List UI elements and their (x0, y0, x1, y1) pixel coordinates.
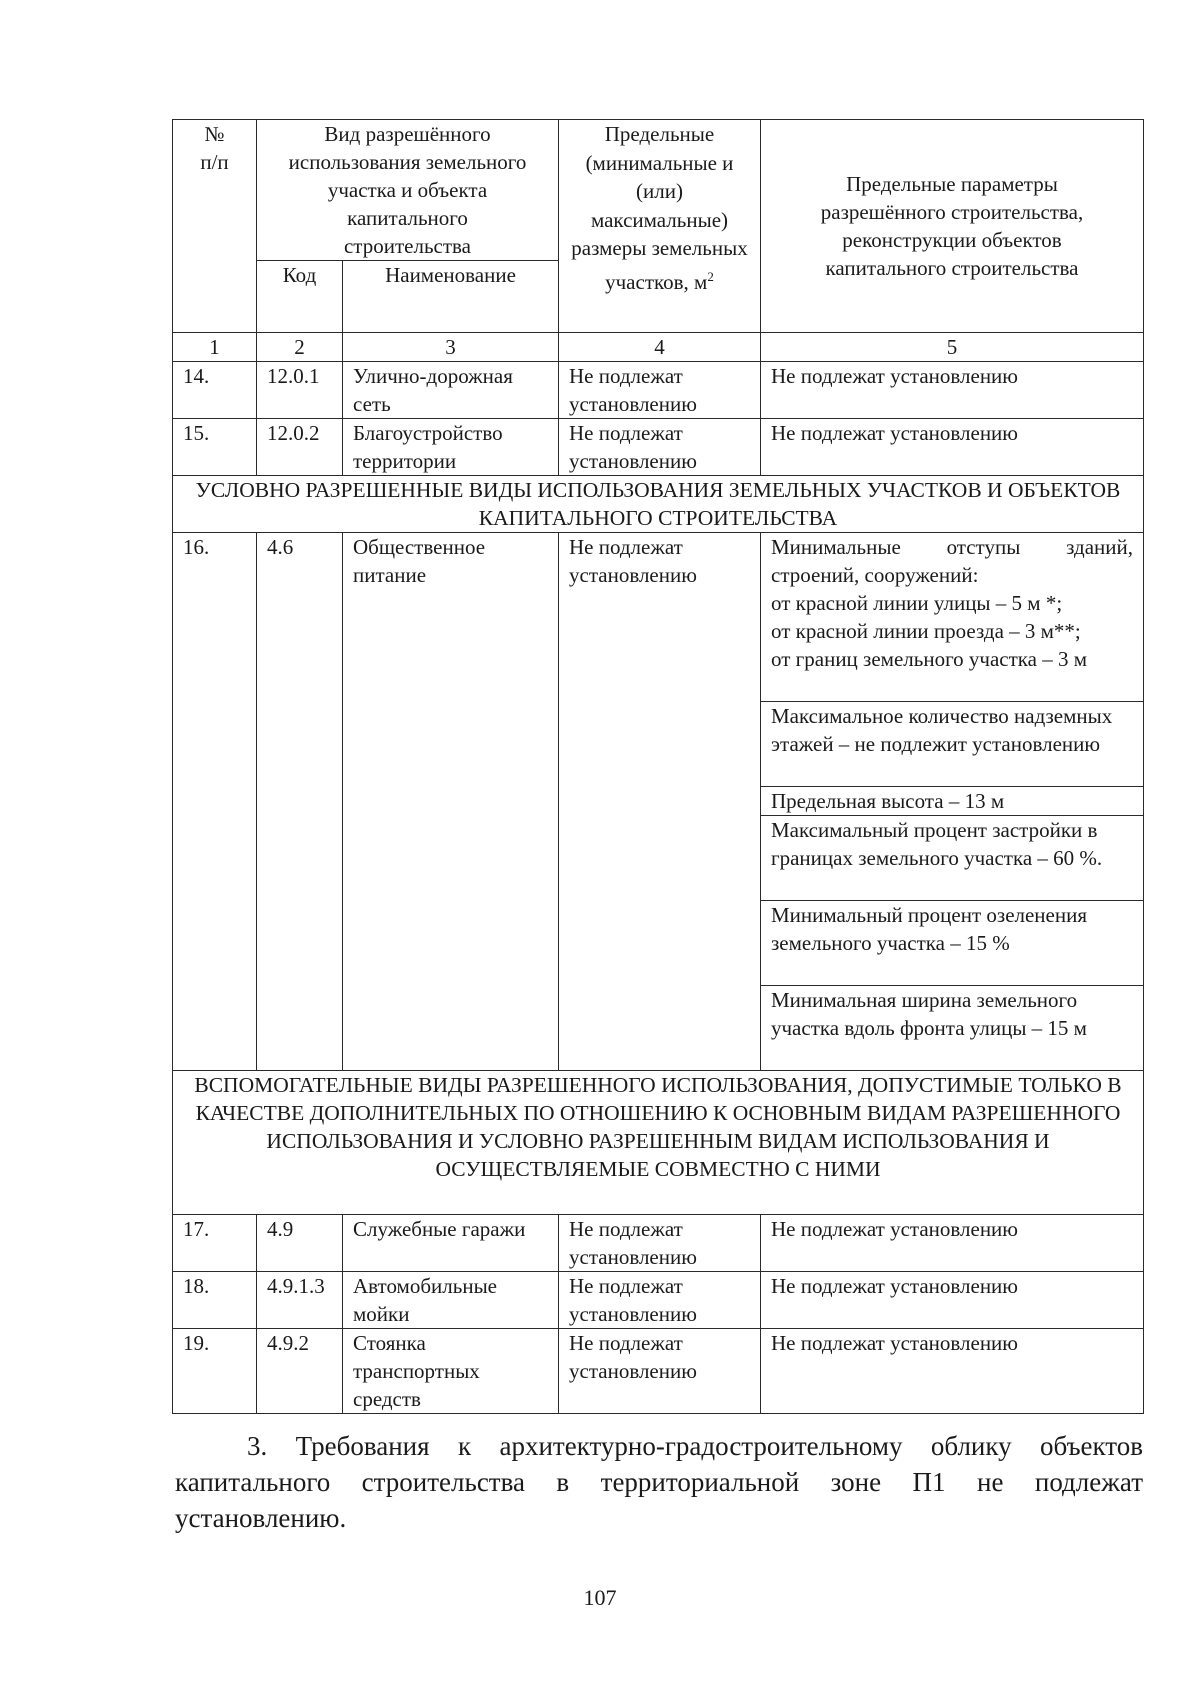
param-setbacks (761, 533, 1143, 702)
param-floors: Максимальное количество надземных этажей – не подлежит установлению (761, 702, 1143, 787)
row-code: 4.6 (257, 533, 343, 1071)
paragraph-text: 3. Требования к архитектурно-градостроительному облику объектов капитального строительства в территориальной зоне П1 не подлежат установлению. (175, 1431, 1143, 1533)
colnum: 1 (173, 333, 257, 362)
page-number: 107 (583, 1585, 617, 1610)
row-num: 17. (173, 1215, 257, 1272)
row-size: Не подлежат установлению (559, 533, 761, 1071)
row-code: 4.9.1.3 (257, 1272, 343, 1329)
colnum: 3 (343, 333, 559, 362)
zoning-table (172, 119, 1144, 1414)
header-sizes: Предельные (минимальные и (или) максимальные) размеры земельных участков, $м^2$ (559, 120, 761, 333)
row-num: 18. (173, 1272, 257, 1329)
param-text: от красной линии улицы – 5 м *; (771, 591, 1063, 615)
row-name: Стоянка транспортных средств (343, 1329, 559, 1414)
row-num: 15. (173, 419, 257, 476)
header-params: Предельные параметры разрешённого строительства, реконструкции объектов капитального строительства (761, 120, 1144, 333)
colnum: 4 (559, 333, 761, 362)
row-param: Не подлежат установлению (761, 1215, 1144, 1272)
row-name: Общественное питание (343, 533, 559, 1071)
param-text: строений, сооружений: (771, 563, 979, 587)
row-param: Не подлежат установлению (761, 419, 1144, 476)
header-code: Код (257, 261, 343, 333)
colnum: 2 (257, 333, 343, 362)
row-name: Благоустройство территории (343, 419, 559, 476)
row-name: Улично-дорожная сеть (343, 362, 559, 419)
row-size: Не подлежат установлению (559, 1215, 761, 1272)
row-size: Не подлежат установлению (559, 362, 761, 419)
param-text: Минимальные отступы зданий, (771, 535, 1133, 559)
row-size: Не подлежат установлению (559, 1329, 761, 1414)
row-param: Не подлежат установлению (761, 1272, 1144, 1329)
row-size: Не подлежат установлению (559, 1272, 761, 1329)
param-text: от границ земельного участка – 3 м (771, 647, 1088, 671)
row-param: Не подлежат установлению (761, 1329, 1144, 1414)
row-name: Служебные гаражи (343, 1215, 559, 1272)
table-row (173, 1215, 1144, 1272)
table-row (173, 362, 1144, 419)
colnum: 5 (761, 333, 1144, 362)
header-num: № п/п (173, 120, 257, 333)
param-greening: Минимальный процент озеленения земельного участка – 15 % (761, 901, 1143, 986)
body-paragraph (175, 1428, 1143, 1536)
row-params-list (761, 533, 1144, 1071)
section-heading-auxiliary (173, 1071, 1144, 1215)
table-row (173, 1272, 1144, 1329)
row-code: 4.9.2 (257, 1329, 343, 1414)
param-height: Предельная высота – 13 м (761, 787, 1143, 816)
param-coverage: Максимальный процент застройки в границах земельного участка – 60 %. (761, 816, 1143, 901)
row-name: Автомобильные мойки (343, 1272, 559, 1329)
section-title: ВСПОМОГАТЕЛЬНЫЕ ВИДЫ РАЗРЕШЕННОГО ИСПОЛЬЗОВАНИЯ, ДОПУСТИМЫЕ ТОЛЬКО В КАЧЕСТВЕ ДОПОЛНИТЕЛЬНЫХ ПО ОТНОШЕНИЮ К ОСНОВНЫМ ВИДАМ РАЗРЕШЕННОГО ИСПОЛЬЗОВАНИЯ И УСЛОВНО РАЗРЕШЕННЫМ ВИДАМ ИСПОЛЬЗОВАНИЯ И ОСУЩЕСТВЛЯЕМЫЕ СОВМЕСТНО С НИМИ (173, 1071, 1144, 1215)
row-param: Не подлежат установлению (761, 362, 1144, 419)
row-code: 12.0.2 (257, 419, 343, 476)
row-num: 14. (173, 362, 257, 419)
table-row (173, 1329, 1144, 1414)
header-name: Наименование (343, 261, 559, 333)
header-vid: Вид разрешённого использования земельного участка и объекта капитального строительства (257, 120, 559, 261)
param-width: Минимальная ширина земельного участка вдоль фронта улицы – 15 м (771, 988, 1087, 1040)
section-title: УСЛОВНО РАЗРЕШЕННЫЕ ВИДЫ ИСПОЛЬЗОВАНИЯ ЗЕМЕЛЬНЫХ УЧАСТКОВ И ОБЪЕКТОВ КАПИТАЛЬНОГО СТРОИТЕЛЬСТВА (173, 476, 1144, 533)
column-numbers-row (173, 333, 1144, 362)
row-code: 12.0.1 (257, 362, 343, 419)
row-code: 4.9 (257, 1215, 343, 1272)
row-num: 19. (173, 1329, 257, 1414)
table-row (173, 533, 1144, 1071)
row-size: Не подлежат установлению (559, 419, 761, 476)
param-text: от красной линии проезда – 3 м**; (771, 619, 1081, 643)
row-num: 16. (173, 533, 257, 1071)
section-heading-conditional (173, 476, 1144, 533)
table-row (173, 419, 1144, 476)
